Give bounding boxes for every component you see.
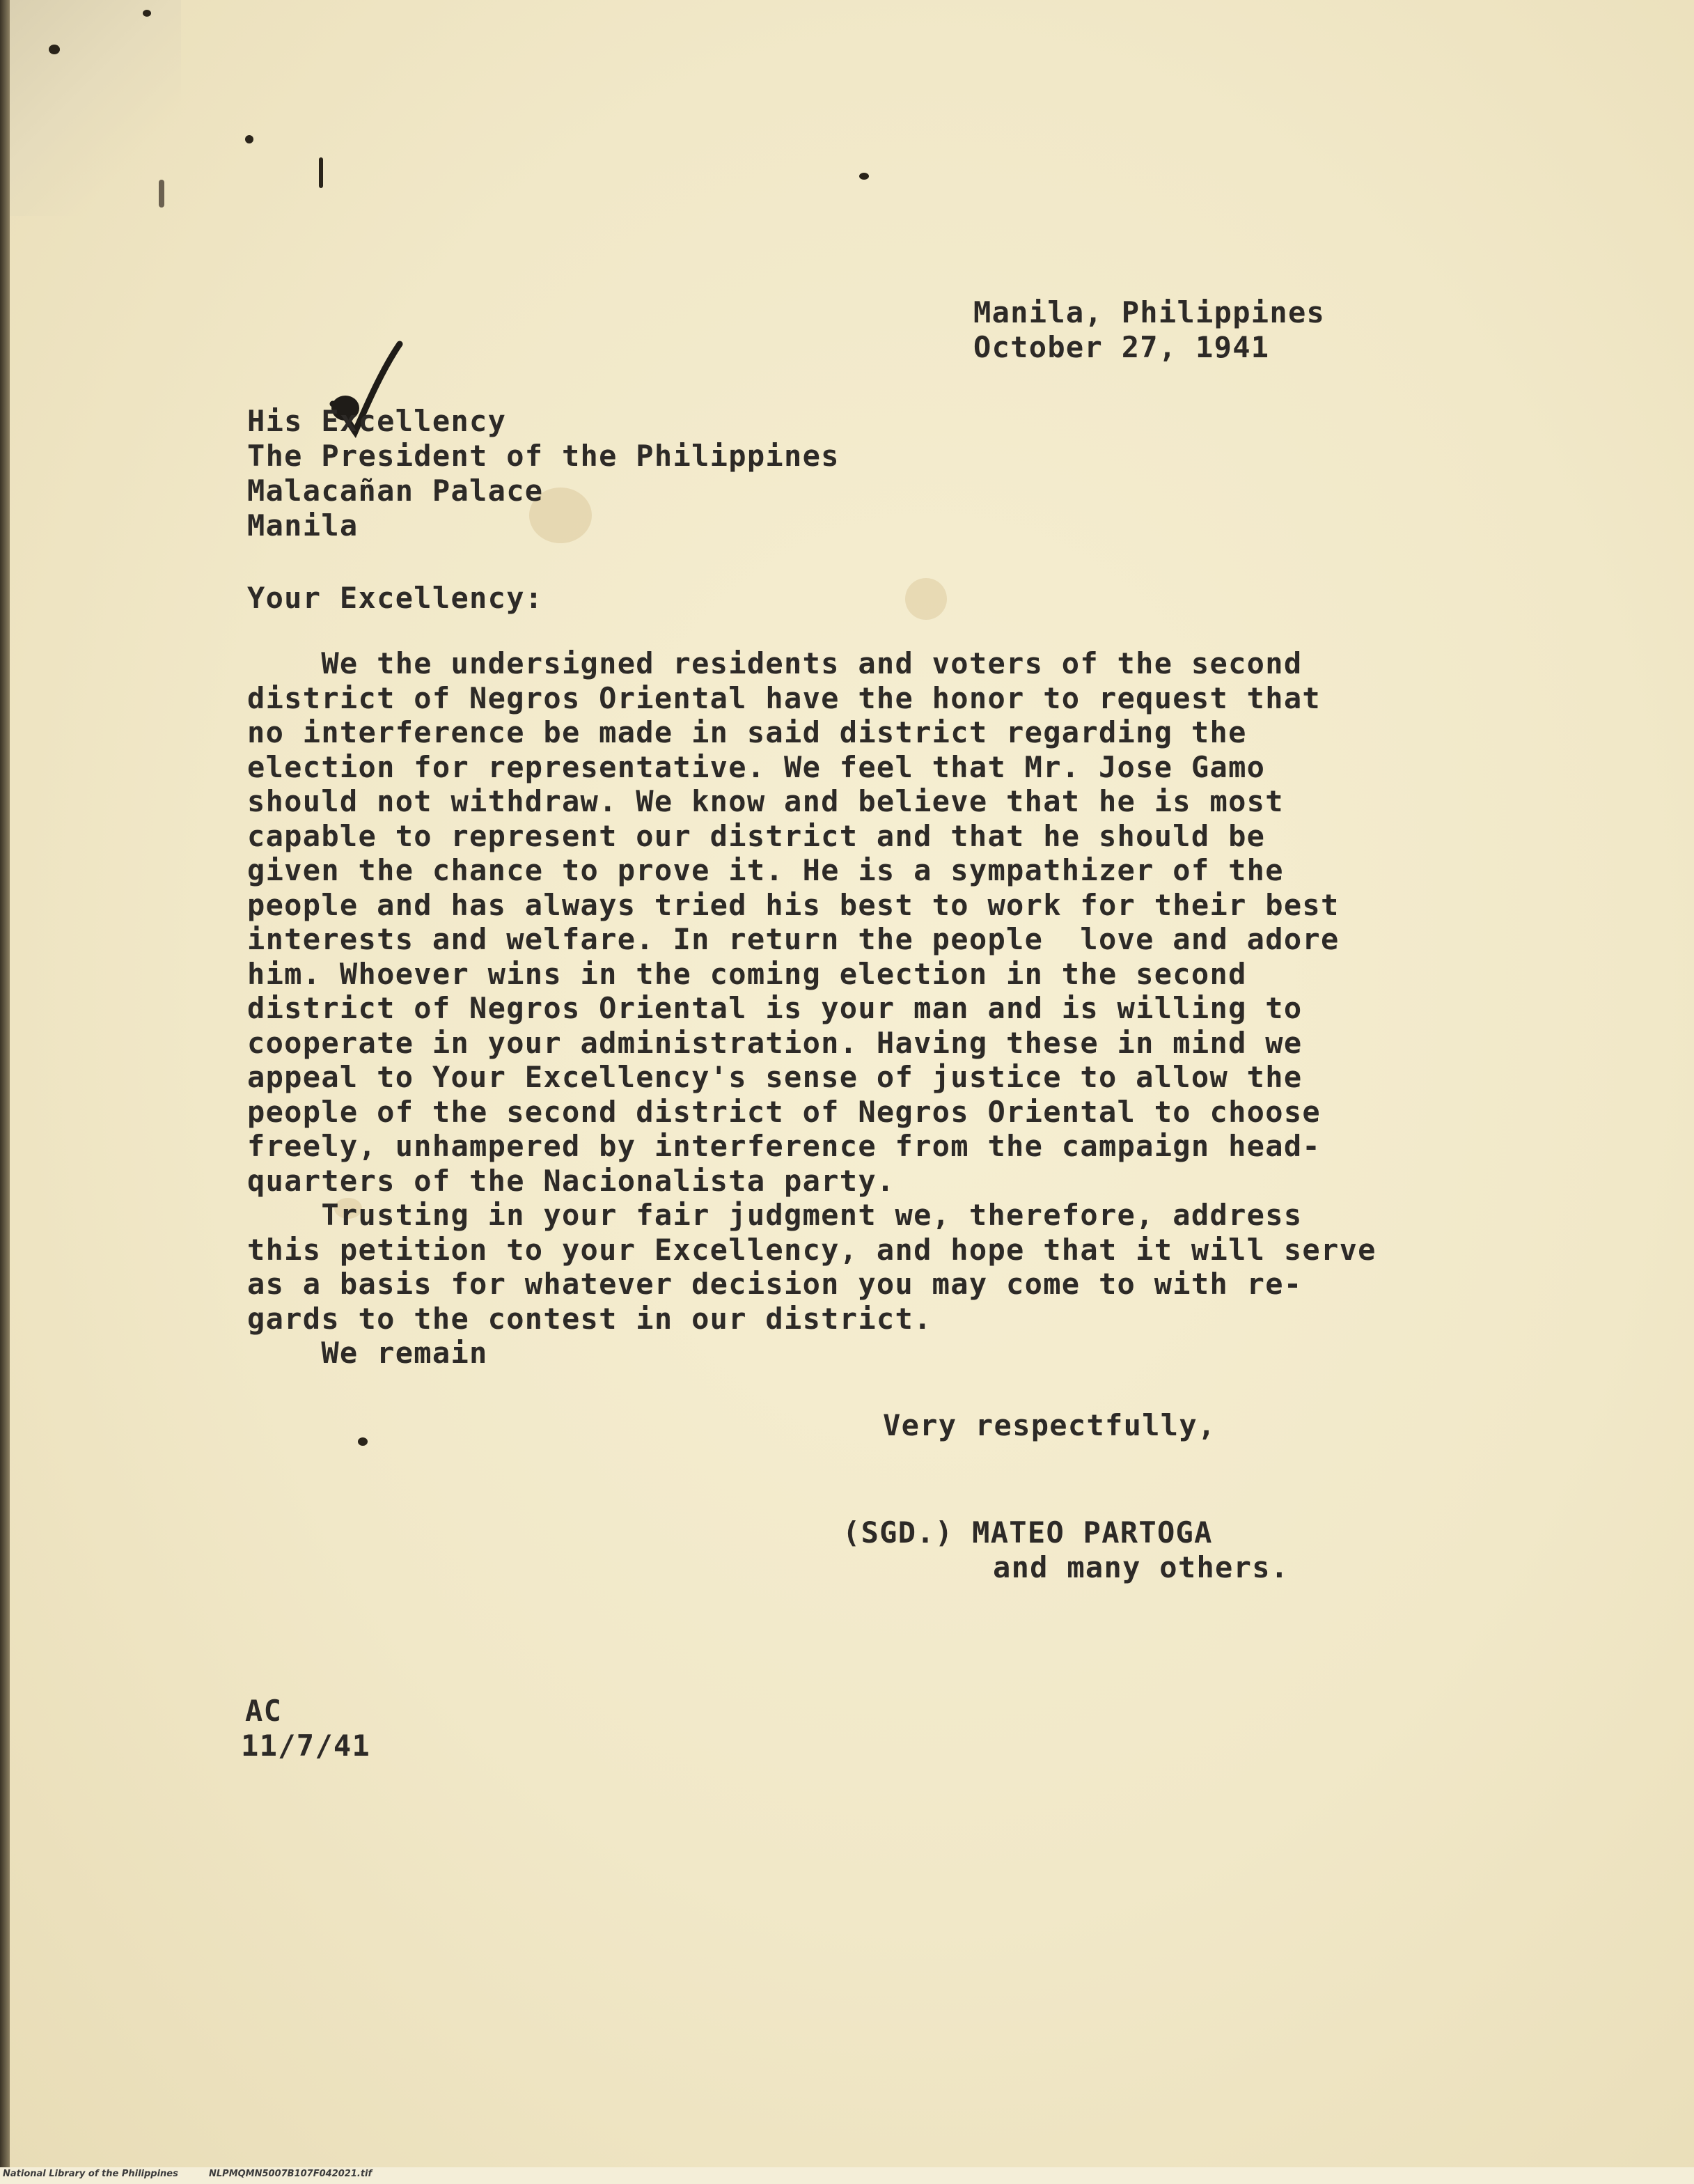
ink-speck [143, 10, 151, 17]
paper-stain [905, 578, 947, 620]
body-line: election for representative. We feel that Mr. Jose Gamo [247, 749, 1266, 784]
body-line: We the undersigned residents and voters of the second [247, 646, 1303, 680]
archive-file-id: NLPMQMN5007B107F042021.tif [209, 2169, 372, 2179]
ink-speck [859, 173, 869, 180]
body-line: capable to represent our district and that he should be [247, 818, 1266, 853]
body-line: should not withdraw. We know and believe that he is most [247, 784, 1284, 818]
body-line: no interference be made in said district regarding the [247, 715, 1247, 749]
body-line: people of the second district of Negros Oriental to choose [247, 1094, 1321, 1129]
signature: (SGD.) MATEO PARTOGA [842, 1515, 1213, 1550]
ink-speck [159, 180, 164, 208]
initials-date: 11/7/41 [241, 1729, 371, 1763]
recipient-line: Malacañan Palace [247, 474, 544, 508]
recipient-line: Manila [247, 508, 359, 543]
body-line: people and has always tried his best to work for their best [247, 887, 1340, 922]
body-line: district of Negros Oriental is your man and is willing to [247, 991, 1303, 1025]
body-line: this petition to your Excellency, and hope that it will serve [247, 1232, 1377, 1267]
scan-edge [0, 0, 10, 2184]
folded-corner [0, 0, 181, 216]
ink-speck [245, 135, 253, 143]
ink-speck [358, 1437, 368, 1446]
salutation: Your Excellency: [247, 581, 544, 615]
body-line: him. Whoever wins in the coming election in the second [247, 956, 1247, 991]
ink-speck [49, 45, 60, 54]
body-line: as a basis for whatever decision you may come to with re- [247, 1267, 1303, 1301]
body-line: Trusting in your fair judgment we, therefore, address [247, 1198, 1303, 1232]
letter-date: October 27, 1941 [973, 330, 1270, 364]
recipient-line: The President of the Philippines [247, 439, 840, 473]
recipient-line: His Excellency [247, 404, 507, 438]
body-line: interests and welfare. In return the people love and adore [247, 922, 1340, 956]
body-line: cooperate in your administration. Having these in mind we [247, 1025, 1303, 1060]
signature-note: and many others. [993, 1550, 1289, 1584]
archive-name: National Library of the Philippines [3, 2169, 178, 2179]
body-line: freely, unhampered by interference from the campaign head- [247, 1129, 1321, 1163]
initials: AC [245, 1694, 283, 1728]
body-line: given the chance to prove it. He is a sympathizer of the [247, 853, 1284, 887]
body-line: We remain [247, 1336, 488, 1370]
body-line: appeal to Your Excellency's sense of justice to allow the [247, 1060, 1303, 1094]
body-line: gards to the contest in our district. [247, 1301, 932, 1336]
letter-body [247, 646, 1377, 1371]
closing: Very respectfully, [883, 1408, 1216, 1442]
ink-speck [319, 157, 323, 188]
letter-place: Manila, Philippines [973, 295, 1326, 329]
body-line: district of Negros Oriental have the honor to request that [247, 680, 1321, 715]
body-line: quarters of the Nacionalista party. [247, 1163, 895, 1198]
